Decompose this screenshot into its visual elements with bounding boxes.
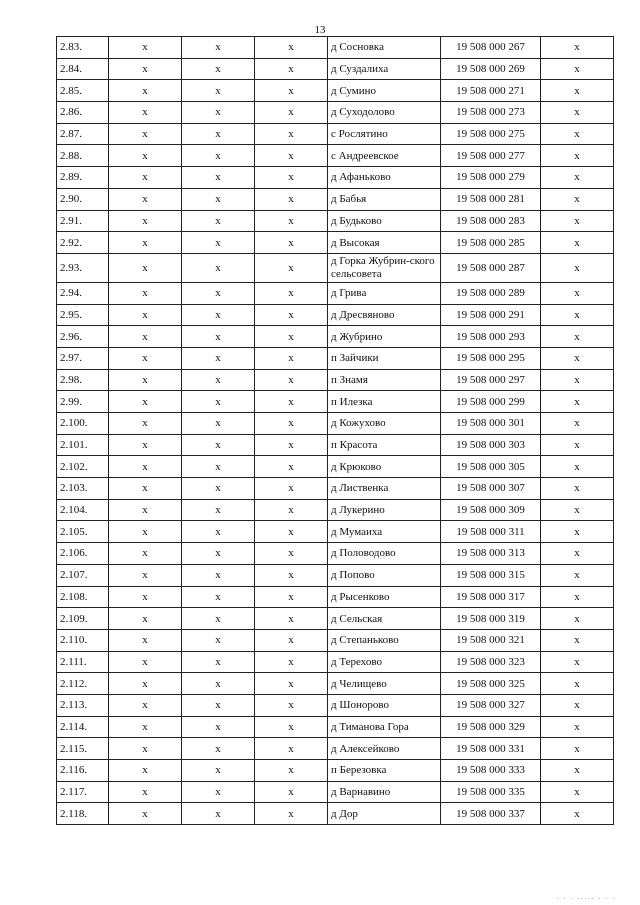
row-number-cell: 2.104. bbox=[57, 499, 109, 521]
mark-cell: x bbox=[182, 282, 255, 304]
settlement-name-cell: д Половодово bbox=[328, 543, 441, 565]
mark-cell: x bbox=[541, 586, 614, 608]
table-row bbox=[57, 608, 614, 630]
table-row bbox=[57, 123, 614, 145]
mark-cell: x bbox=[109, 651, 182, 673]
mark-cell: x bbox=[255, 543, 328, 565]
mark-cell: x bbox=[255, 282, 328, 304]
mark-cell: x bbox=[182, 145, 255, 167]
table-row bbox=[57, 694, 614, 716]
table-row bbox=[57, 413, 614, 435]
oktmo-code-cell: 19 508 000 287 bbox=[441, 253, 541, 282]
settlement-name-cell: д Грива bbox=[328, 282, 441, 304]
mark-cell: x bbox=[541, 123, 614, 145]
page-number: 13 bbox=[314, 24, 326, 36]
mark-cell: x bbox=[109, 478, 182, 500]
mark-cell: x bbox=[255, 369, 328, 391]
table-row bbox=[57, 543, 614, 565]
oktmo-code-cell: 19 508 000 337 bbox=[441, 803, 541, 825]
mark-cell: x bbox=[255, 391, 328, 413]
oktmo-code-cell: 19 508 000 311 bbox=[441, 521, 541, 543]
table-row bbox=[57, 326, 614, 348]
table-row bbox=[57, 586, 614, 608]
mark-cell: x bbox=[109, 499, 182, 521]
mark-cell: x bbox=[109, 586, 182, 608]
mark-cell: x bbox=[182, 232, 255, 254]
oktmo-code-cell: 19 508 000 269 bbox=[441, 58, 541, 80]
mark-cell: x bbox=[255, 304, 328, 326]
settlement-name-cell: д Лукерино bbox=[328, 499, 441, 521]
settlement-name-cell: д Терехово bbox=[328, 651, 441, 673]
table-row bbox=[57, 716, 614, 738]
oktmo-code-cell: 19 508 000 331 bbox=[441, 738, 541, 760]
table-row bbox=[57, 781, 614, 803]
row-number-cell: 2.103. bbox=[57, 478, 109, 500]
mark-cell: x bbox=[109, 369, 182, 391]
mark-cell: x bbox=[541, 232, 614, 254]
table-row bbox=[57, 369, 614, 391]
mark-cell: x bbox=[182, 188, 255, 210]
mark-cell: x bbox=[255, 434, 328, 456]
settlement-name-cell: д Сумино bbox=[328, 80, 441, 102]
settlement-name-cell: д Афаньково bbox=[328, 167, 441, 189]
row-number-cell: 2.115. bbox=[57, 738, 109, 760]
mark-cell: x bbox=[109, 716, 182, 738]
mark-cell: x bbox=[541, 253, 614, 282]
mark-cell: x bbox=[109, 326, 182, 348]
mark-cell: x bbox=[109, 543, 182, 565]
table-row bbox=[57, 673, 614, 695]
mark-cell: x bbox=[541, 543, 614, 565]
mark-cell: x bbox=[109, 760, 182, 782]
row-number-cell: 2.112. bbox=[57, 673, 109, 695]
row-number-cell: 2.111. bbox=[57, 651, 109, 673]
oktmo-code-cell: 19 508 000 285 bbox=[441, 232, 541, 254]
settlement-name-cell: д Лиственка bbox=[328, 478, 441, 500]
table-row bbox=[57, 145, 614, 167]
oktmo-code-cell: 19 508 000 319 bbox=[441, 608, 541, 630]
mark-cell: x bbox=[182, 347, 255, 369]
row-number-cell: 2.92. bbox=[57, 232, 109, 254]
row-number-cell: 2.99. bbox=[57, 391, 109, 413]
table-row bbox=[57, 210, 614, 232]
settlement-name-cell: п Илезка bbox=[328, 391, 441, 413]
row-number-cell: 2.93. bbox=[57, 253, 109, 282]
mark-cell: x bbox=[541, 369, 614, 391]
mark-cell: x bbox=[182, 391, 255, 413]
mark-cell: x bbox=[109, 564, 182, 586]
settlement-name-cell: д Будьково bbox=[328, 210, 441, 232]
table-row bbox=[57, 80, 614, 102]
oktmo-code-cell: 19 508 000 303 bbox=[441, 434, 541, 456]
mark-cell: x bbox=[255, 608, 328, 630]
settlement-name-cell: с Андреевское bbox=[328, 145, 441, 167]
mark-cell: x bbox=[109, 188, 182, 210]
settlement-name-cell: д Крюково bbox=[328, 456, 441, 478]
mark-cell: x bbox=[109, 253, 182, 282]
mark-cell: x bbox=[182, 253, 255, 282]
mark-cell: x bbox=[182, 608, 255, 630]
row-number-cell: 2.116. bbox=[57, 760, 109, 782]
mark-cell: x bbox=[182, 80, 255, 102]
settlement-name-cell: д Алексейково bbox=[328, 738, 441, 760]
oktmo-code-cell: 19 508 000 327 bbox=[441, 694, 541, 716]
row-number-cell: 2.101. bbox=[57, 434, 109, 456]
table-row bbox=[57, 304, 614, 326]
mark-cell: x bbox=[255, 232, 328, 254]
mark-cell: x bbox=[109, 629, 182, 651]
mark-cell: x bbox=[541, 188, 614, 210]
mark-cell: x bbox=[182, 37, 255, 59]
table-row bbox=[57, 478, 614, 500]
settlement-name-cell: д Горка Жубрин-ского сельсовета bbox=[328, 253, 441, 282]
oktmo-code-cell: 19 508 000 307 bbox=[441, 478, 541, 500]
settlement-name-cell: д Суходолово bbox=[328, 102, 441, 124]
mark-cell: x bbox=[182, 102, 255, 124]
mark-cell: x bbox=[182, 521, 255, 543]
table-row bbox=[57, 521, 614, 543]
mark-cell: x bbox=[182, 413, 255, 435]
row-number-cell: 2.117. bbox=[57, 781, 109, 803]
table-row bbox=[57, 391, 614, 413]
mark-cell: x bbox=[255, 629, 328, 651]
mark-cell: x bbox=[541, 210, 614, 232]
oktmo-code-cell: 19 508 000 321 bbox=[441, 629, 541, 651]
mark-cell: x bbox=[182, 499, 255, 521]
mark-cell: x bbox=[255, 167, 328, 189]
mark-cell: x bbox=[255, 37, 328, 59]
mark-cell: x bbox=[541, 673, 614, 695]
row-number-cell: 2.96. bbox=[57, 326, 109, 348]
oktmo-code-cell: 19 508 000 313 bbox=[441, 543, 541, 565]
settlement-name-cell: д Тиманова Гора bbox=[328, 716, 441, 738]
mark-cell: x bbox=[255, 673, 328, 695]
mark-cell: x bbox=[109, 673, 182, 695]
oktmo-code-cell: 19 508 000 333 bbox=[441, 760, 541, 782]
settlement-name-cell: д Рысенково bbox=[328, 586, 441, 608]
settlements-table bbox=[56, 36, 614, 825]
mark-cell: x bbox=[541, 167, 614, 189]
mark-cell: x bbox=[255, 145, 328, 167]
mark-cell: x bbox=[182, 167, 255, 189]
mark-cell: x bbox=[541, 391, 614, 413]
row-number-cell: 2.113. bbox=[57, 694, 109, 716]
oktmo-code-cell: 19 508 000 289 bbox=[441, 282, 541, 304]
mark-cell: x bbox=[541, 521, 614, 543]
mark-cell: x bbox=[109, 210, 182, 232]
mark-cell: x bbox=[255, 347, 328, 369]
mark-cell: x bbox=[109, 694, 182, 716]
mark-cell: x bbox=[109, 232, 182, 254]
oktmo-code-cell: 19 508 000 267 bbox=[441, 37, 541, 59]
row-number-cell: 2.91. bbox=[57, 210, 109, 232]
table-row bbox=[57, 738, 614, 760]
mark-cell: x bbox=[182, 326, 255, 348]
mark-cell: x bbox=[541, 803, 614, 825]
settlement-name-cell: с Рослятино bbox=[328, 123, 441, 145]
oktmo-code-cell: 19 508 000 301 bbox=[441, 413, 541, 435]
mark-cell: x bbox=[541, 102, 614, 124]
mark-cell: x bbox=[255, 781, 328, 803]
mark-cell: x bbox=[541, 326, 614, 348]
oktmo-code-cell: 19 508 000 317 bbox=[441, 586, 541, 608]
mark-cell: x bbox=[255, 58, 328, 80]
mark-cell: x bbox=[255, 326, 328, 348]
mark-cell: x bbox=[182, 803, 255, 825]
mark-cell: x bbox=[541, 564, 614, 586]
mark-cell: x bbox=[541, 738, 614, 760]
settlement-name-cell: д Дресвяново bbox=[328, 304, 441, 326]
mark-cell: x bbox=[255, 564, 328, 586]
oktmo-code-cell: 19 508 000 309 bbox=[441, 499, 541, 521]
settlement-name-cell: д Жубрино bbox=[328, 326, 441, 348]
row-number-cell: 2.87. bbox=[57, 123, 109, 145]
row-number-cell: 2.118. bbox=[57, 803, 109, 825]
mark-cell: x bbox=[255, 521, 328, 543]
settlement-name-cell: д Мумаиха bbox=[328, 521, 441, 543]
table-row bbox=[57, 760, 614, 782]
row-number-cell: 2.90. bbox=[57, 188, 109, 210]
oktmo-code-cell: 19 508 000 329 bbox=[441, 716, 541, 738]
settlement-name-cell: п Красота bbox=[328, 434, 441, 456]
oktmo-code-cell: 19 508 000 275 bbox=[441, 123, 541, 145]
mark-cell: x bbox=[109, 738, 182, 760]
mark-cell: x bbox=[182, 673, 255, 695]
mark-cell: x bbox=[255, 413, 328, 435]
oktmo-code-cell: 19 508 000 335 bbox=[441, 781, 541, 803]
mark-cell: x bbox=[109, 37, 182, 59]
mark-cell: x bbox=[255, 80, 328, 102]
mark-cell: x bbox=[255, 738, 328, 760]
mark-cell: x bbox=[182, 760, 255, 782]
row-number-cell: 2.106. bbox=[57, 543, 109, 565]
mark-cell: x bbox=[109, 434, 182, 456]
mark-cell: x bbox=[182, 456, 255, 478]
mark-cell: x bbox=[182, 716, 255, 738]
table-row bbox=[57, 167, 614, 189]
mark-cell: x bbox=[182, 58, 255, 80]
mark-cell: x bbox=[541, 651, 614, 673]
settlement-name-cell: д Степаньково bbox=[328, 629, 441, 651]
settlement-name-cell: д Суздалиха bbox=[328, 58, 441, 80]
scan-artifact: . . . ..... . . . bbox=[556, 895, 616, 901]
mark-cell: x bbox=[109, 282, 182, 304]
mark-cell: x bbox=[541, 304, 614, 326]
table-row bbox=[57, 434, 614, 456]
table-row bbox=[57, 232, 614, 254]
oktmo-code-cell: 19 508 000 325 bbox=[441, 673, 541, 695]
mark-cell: x bbox=[541, 145, 614, 167]
mark-cell: x bbox=[255, 253, 328, 282]
oktmo-code-cell: 19 508 000 279 bbox=[441, 167, 541, 189]
mark-cell: x bbox=[182, 651, 255, 673]
mark-cell: x bbox=[255, 102, 328, 124]
table-row bbox=[57, 37, 614, 59]
mark-cell: x bbox=[541, 37, 614, 59]
settlement-name-cell: д Бабья bbox=[328, 188, 441, 210]
row-number-cell: 2.89. bbox=[57, 167, 109, 189]
table-row bbox=[57, 499, 614, 521]
mark-cell: x bbox=[541, 434, 614, 456]
row-number-cell: 2.85. bbox=[57, 80, 109, 102]
mark-cell: x bbox=[182, 478, 255, 500]
row-number-cell: 2.100. bbox=[57, 413, 109, 435]
mark-cell: x bbox=[109, 521, 182, 543]
mark-cell: x bbox=[182, 629, 255, 651]
row-number-cell: 2.84. bbox=[57, 58, 109, 80]
table-row bbox=[57, 803, 614, 825]
oktmo-code-cell: 19 508 000 281 bbox=[441, 188, 541, 210]
mark-cell: x bbox=[255, 694, 328, 716]
settlement-name-cell: п Зайчики bbox=[328, 347, 441, 369]
mark-cell: x bbox=[109, 347, 182, 369]
mark-cell: x bbox=[541, 347, 614, 369]
row-number-cell: 2.86. bbox=[57, 102, 109, 124]
oktmo-code-cell: 19 508 000 305 bbox=[441, 456, 541, 478]
mark-cell: x bbox=[109, 456, 182, 478]
table-body bbox=[57, 37, 614, 825]
table-row bbox=[57, 253, 614, 282]
oktmo-code-cell: 19 508 000 271 bbox=[441, 80, 541, 102]
mark-cell: x bbox=[541, 629, 614, 651]
mark-cell: x bbox=[255, 456, 328, 478]
mark-cell: x bbox=[255, 210, 328, 232]
row-number-cell: 2.94. bbox=[57, 282, 109, 304]
table-row bbox=[57, 282, 614, 304]
mark-cell: x bbox=[182, 434, 255, 456]
mark-cell: x bbox=[109, 80, 182, 102]
mark-cell: x bbox=[182, 738, 255, 760]
mark-cell: x bbox=[541, 608, 614, 630]
table-row bbox=[57, 456, 614, 478]
row-number-cell: 2.97. bbox=[57, 347, 109, 369]
mark-cell: x bbox=[109, 413, 182, 435]
row-number-cell: 2.107. bbox=[57, 564, 109, 586]
mark-cell: x bbox=[255, 499, 328, 521]
settlement-name-cell: д Сельская bbox=[328, 608, 441, 630]
mark-cell: x bbox=[255, 123, 328, 145]
settlement-name-cell: п Знамя bbox=[328, 369, 441, 391]
oktmo-code-cell: 19 508 000 315 bbox=[441, 564, 541, 586]
row-number-cell: 2.114. bbox=[57, 716, 109, 738]
mark-cell: x bbox=[109, 304, 182, 326]
mark-cell: x bbox=[541, 58, 614, 80]
mark-cell: x bbox=[182, 210, 255, 232]
mark-cell: x bbox=[109, 608, 182, 630]
mark-cell: x bbox=[109, 123, 182, 145]
row-number-cell: 2.98. bbox=[57, 369, 109, 391]
mark-cell: x bbox=[541, 694, 614, 716]
oktmo-code-cell: 19 508 000 297 bbox=[441, 369, 541, 391]
mark-cell: x bbox=[109, 803, 182, 825]
table-row bbox=[57, 564, 614, 586]
settlement-name-cell: д Челищево bbox=[328, 673, 441, 695]
oktmo-code-cell: 19 508 000 323 bbox=[441, 651, 541, 673]
oktmo-code-cell: 19 508 000 277 bbox=[441, 145, 541, 167]
mark-cell: x bbox=[255, 651, 328, 673]
mark-cell: x bbox=[541, 282, 614, 304]
oktmo-code-cell: 19 508 000 295 bbox=[441, 347, 541, 369]
mark-cell: x bbox=[541, 716, 614, 738]
settlement-name-cell: д Шонорово bbox=[328, 694, 441, 716]
mark-cell: x bbox=[541, 456, 614, 478]
settlement-name-cell: д Кожухово bbox=[328, 413, 441, 435]
table-row bbox=[57, 58, 614, 80]
mark-cell: x bbox=[109, 391, 182, 413]
mark-cell: x bbox=[255, 188, 328, 210]
mark-cell: x bbox=[541, 478, 614, 500]
mark-cell: x bbox=[182, 304, 255, 326]
row-number-cell: 2.88. bbox=[57, 145, 109, 167]
mark-cell: x bbox=[109, 167, 182, 189]
mark-cell: x bbox=[109, 58, 182, 80]
settlement-name-cell: д Попово bbox=[328, 564, 441, 586]
mark-cell: x bbox=[182, 369, 255, 391]
mark-cell: x bbox=[541, 781, 614, 803]
mark-cell: x bbox=[541, 80, 614, 102]
settlement-name-cell: п Березовка bbox=[328, 760, 441, 782]
mark-cell: x bbox=[255, 716, 328, 738]
mark-cell: x bbox=[182, 564, 255, 586]
mark-cell: x bbox=[109, 102, 182, 124]
oktmo-code-cell: 19 508 000 299 bbox=[441, 391, 541, 413]
settlement-name-cell: д Высокая bbox=[328, 232, 441, 254]
settlement-name-cell: д Сосновка bbox=[328, 37, 441, 59]
row-number-cell: 2.110. bbox=[57, 629, 109, 651]
oktmo-code-cell: 19 508 000 291 bbox=[441, 304, 541, 326]
row-number-cell: 2.109. bbox=[57, 608, 109, 630]
mark-cell: x bbox=[109, 781, 182, 803]
mark-cell: x bbox=[182, 694, 255, 716]
mark-cell: x bbox=[541, 413, 614, 435]
oktmo-code-cell: 19 508 000 293 bbox=[441, 326, 541, 348]
mark-cell: x bbox=[109, 145, 182, 167]
settlement-name-cell: д Варнавино bbox=[328, 781, 441, 803]
row-number-cell: 2.105. bbox=[57, 521, 109, 543]
mark-cell: x bbox=[182, 781, 255, 803]
mark-cell: x bbox=[255, 586, 328, 608]
table-row bbox=[57, 188, 614, 210]
table-row bbox=[57, 629, 614, 651]
oktmo-code-cell: 19 508 000 273 bbox=[441, 102, 541, 124]
row-number-cell: 2.95. bbox=[57, 304, 109, 326]
row-number-cell: 2.83. bbox=[57, 37, 109, 59]
mark-cell: x bbox=[541, 499, 614, 521]
mark-cell: x bbox=[182, 586, 255, 608]
mark-cell: x bbox=[255, 478, 328, 500]
settlement-name-cell: д Дор bbox=[328, 803, 441, 825]
table-row bbox=[57, 102, 614, 124]
oktmo-code-cell: 19 508 000 283 bbox=[441, 210, 541, 232]
mark-cell: x bbox=[541, 760, 614, 782]
mark-cell: x bbox=[255, 803, 328, 825]
table-row bbox=[57, 651, 614, 673]
mark-cell: x bbox=[182, 543, 255, 565]
row-number-cell: 2.108. bbox=[57, 586, 109, 608]
mark-cell: x bbox=[182, 123, 255, 145]
table-row bbox=[57, 347, 614, 369]
row-number-cell: 2.102. bbox=[57, 456, 109, 478]
mark-cell: x bbox=[255, 760, 328, 782]
